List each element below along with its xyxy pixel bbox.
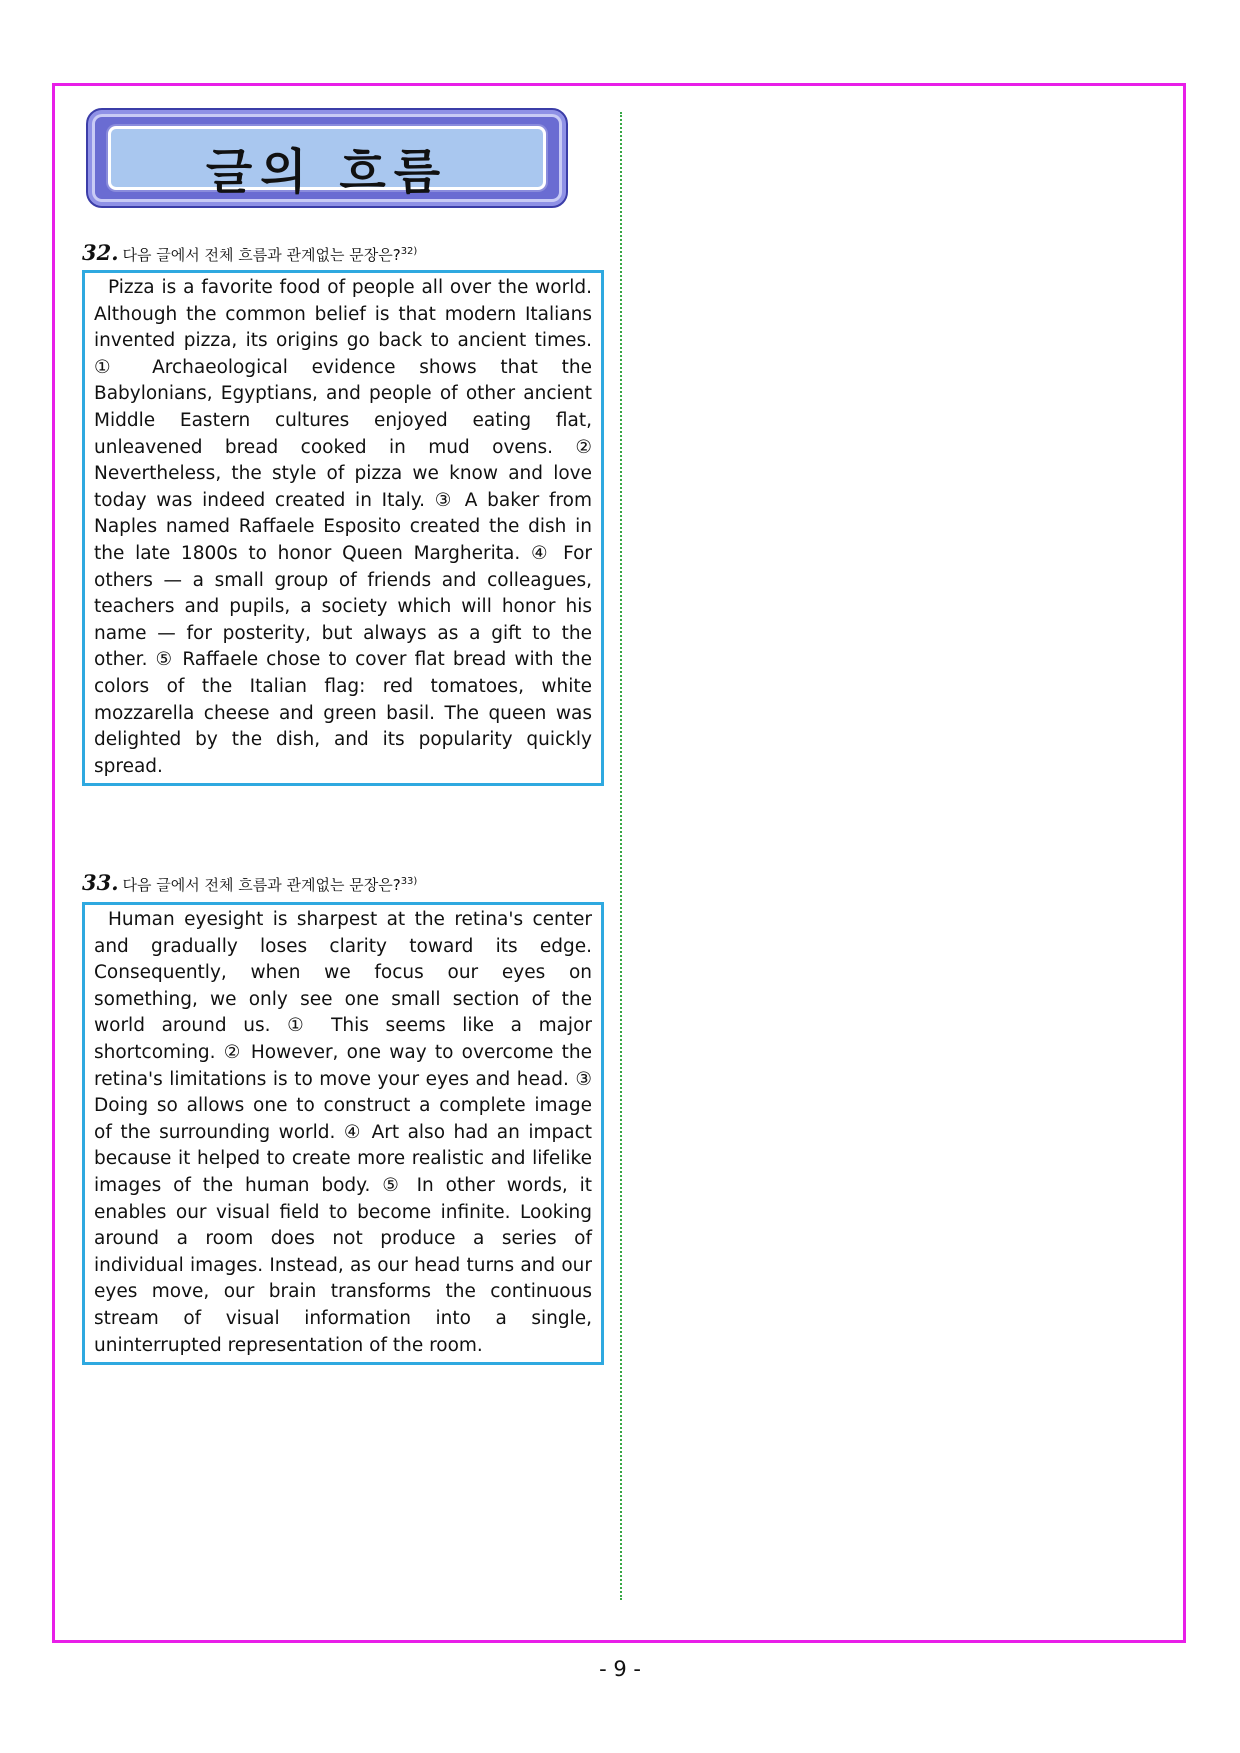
section-title-inner [108, 126, 546, 200]
column-divider [620, 112, 622, 1600]
page-number: - 9 - [599, 1657, 641, 1681]
question-32-header [82, 240, 417, 265]
question-number: 33. [82, 870, 119, 895]
section-title: 글의 흐름 [205, 144, 449, 200]
question-number: 32. [82, 240, 119, 265]
question-33-passage-box [82, 902, 604, 1365]
section-title-banner [86, 108, 568, 208]
question-footnote: 33) [400, 876, 418, 887]
passage-text: Pizza is a favorite food of people all over the world. Although the common belief is that modern Italians invented pizza, its origins go back to ancient times. ① Archaeological evidence shows that the Babylonians, Egyptians, and people of other ancient Middle Eastern cultures enjoyed eating flat, unleavened bread cooked in mud ovens. ② Nevertheless, the style of pizza we know and love today was indeed created in Italy. ③ A baker from Naples named Raffaele Esposito created the dish in the late 1800s to honor Queen Margherita. ④ For others — a small group of friends and colleagues, teachers and pupils, a society which will honor his name — for posterity, but always as a gift to the other. ⑤ Raffaele chose to cover flat bread with the colors of the Italian flag: red tomatoes, white mozzarella cheese and green basil. The queen was delighted by the dish, and its popularity quickly spread. [94, 277, 592, 777]
passage-text: Human eyesight is sharpest at the retina's center and gradually loses clarity toward its edge. Consequently, when we focus our eyes on something, we only see one small section of the world around us. ① This seems like a major shortcoming. ② However, one way to overcome the retina's limitations is to move your eyes and head. ③ Doing so allows one to construct a complete image of the surrounding world. ④ Art also had an impact because it helped to create more realistic and lifelike images of the human body. ⑤ In other words, it enables our visual field to become infinite. Looking around a room does not produce a series of individual images. Instead, as our head turns and our eyes move, our brain transforms the continuous stream of visual information into a single, uninterrupted representation of the room. [94, 909, 592, 1356]
question-prompt: 다음 글에서 전체 흐름과 관계없는 문장은? [122, 246, 401, 264]
question-prompt: 다음 글에서 전체 흐름과 관계없는 문장은? [122, 876, 401, 894]
question-32-passage-box [82, 270, 604, 786]
question-33-header [82, 870, 417, 895]
question-footnote: 32) [400, 246, 418, 257]
